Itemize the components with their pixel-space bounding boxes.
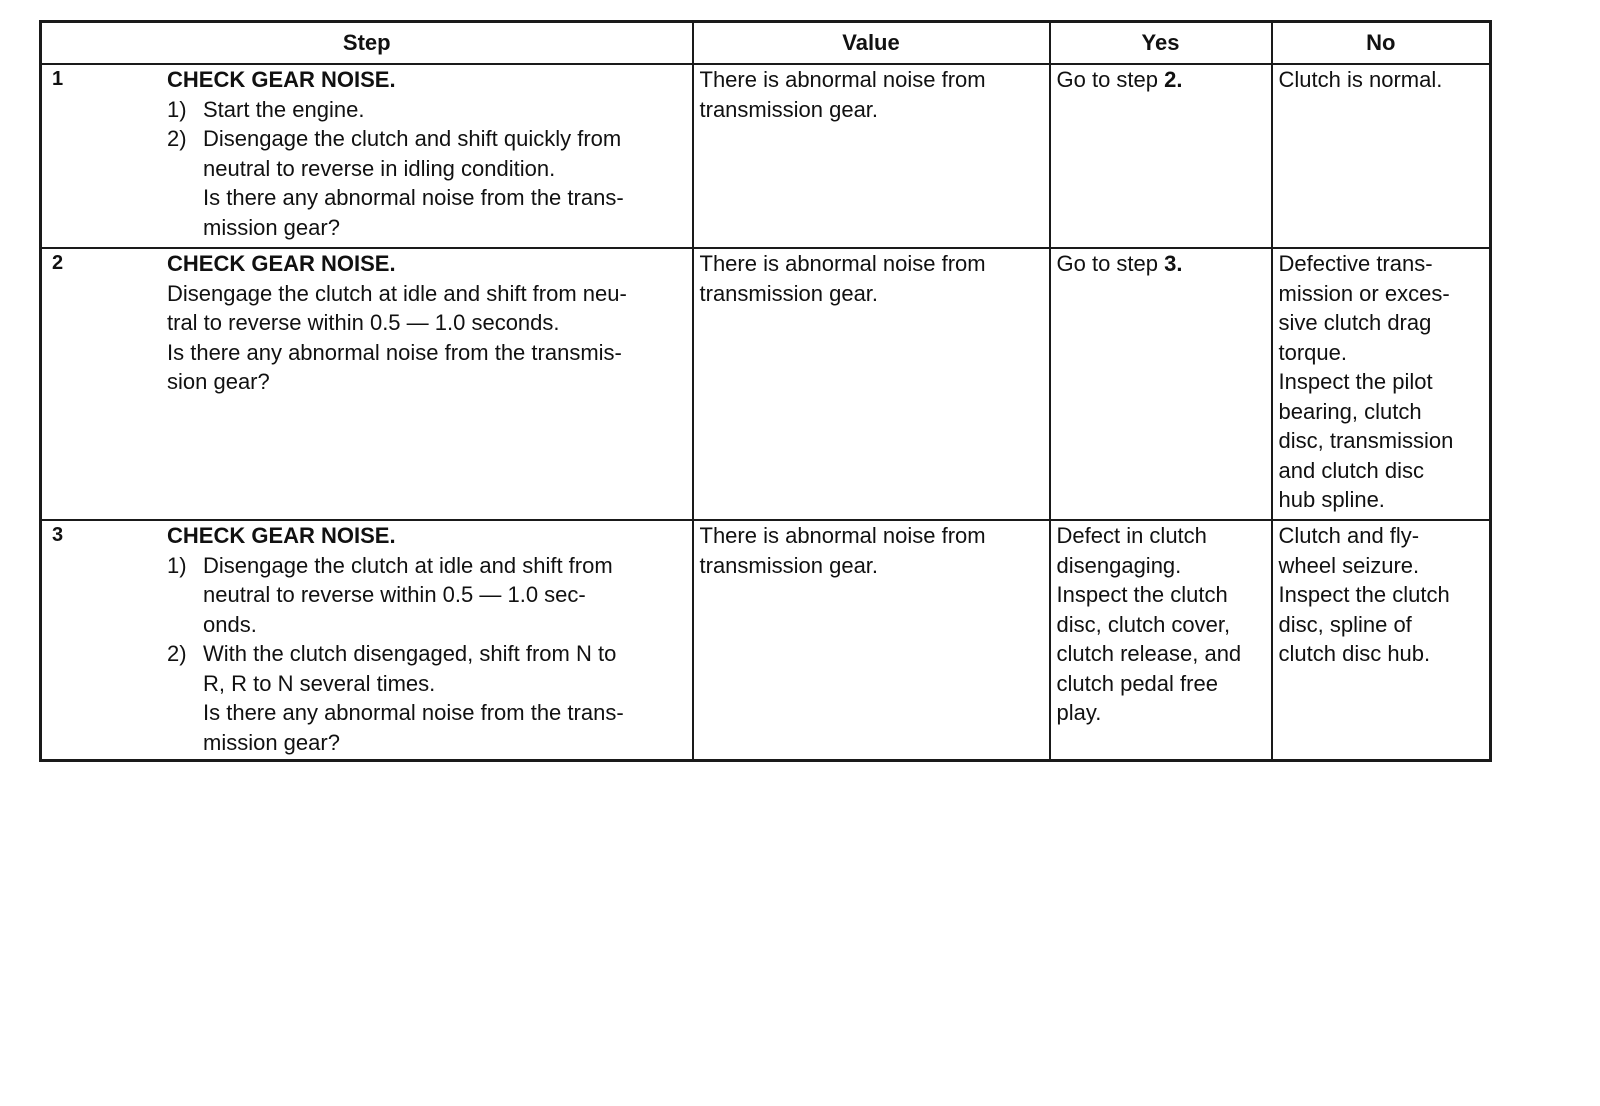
header-value: Value	[693, 22, 1050, 65]
question-text: mission gear?	[203, 214, 340, 240]
substep-number: 1)	[167, 96, 187, 122]
table-row	[41, 520, 1491, 760]
no-cell	[1272, 248, 1491, 520]
value-text: transmission gear.	[699, 280, 879, 306]
substep-number: 1)	[167, 552, 187, 578]
yes-cell	[1050, 248, 1272, 520]
yes-text	[1057, 249, 1267, 279]
step-cell	[41, 248, 693, 520]
value-text: There is abnormal noise from	[699, 523, 986, 548]
no-text: disc, spline of	[1278, 611, 1412, 637]
substep	[167, 639, 688, 698]
value-cell	[693, 520, 1050, 760]
troubleshooting-sheet	[39, 20, 1489, 762]
no-text: Clutch is normal.	[1278, 67, 1443, 92]
question-text: Is there any abnormal noise from the trans-	[203, 185, 624, 210]
table-row	[41, 64, 1491, 248]
question-text: Is there any abnormal noise from the trans-	[203, 700, 624, 725]
step-cell	[41, 64, 693, 248]
substep	[167, 124, 688, 183]
yes-text: clutch pedal free	[1056, 670, 1218, 696]
value-cell	[693, 64, 1050, 248]
no-text: wheel seizure.	[1278, 552, 1420, 578]
table-row	[41, 248, 1491, 520]
value-cell	[693, 248, 1050, 520]
substep-text: With the clutch disengaged, shift from N to	[203, 641, 617, 666]
no-text: torque.	[1278, 339, 1347, 365]
step-number: 1	[52, 68, 64, 90]
no-text: Defective trans-	[1278, 251, 1433, 276]
step-body-text: tral to reverse within 0.5 — 1.0 seconds.	[167, 310, 560, 335]
yes-text: play.	[1056, 700, 1102, 725]
yes-cell	[1050, 64, 1272, 248]
no-text: and clutch disc	[1278, 457, 1425, 483]
step-title: CHECK GEAR NOISE.	[167, 251, 396, 276]
step-number: 2	[52, 252, 64, 274]
yes-step-ref: 3.	[1164, 251, 1183, 276]
question-text: mission gear?	[203, 729, 340, 755]
substep-text: onds.	[203, 611, 257, 637]
step-body-text: sion gear?	[167, 369, 270, 394]
yes-step-ref: 2.	[1164, 67, 1183, 92]
substep-text: neutral to reverse in idling condition.	[203, 155, 556, 181]
value-text: There is abnormal noise from	[699, 251, 986, 276]
no-text: Inspect the pilot	[1278, 369, 1433, 394]
yes-text: Inspect the clutch	[1056, 582, 1228, 607]
no-text: mission or exces-	[1278, 280, 1450, 306]
yes-cell	[1050, 520, 1272, 760]
yes-text: clutch release, and	[1056, 641, 1242, 666]
substep-text: Disengage the clutch at idle and shift from	[203, 552, 613, 578]
header-row	[41, 22, 1491, 65]
no-text: sive clutch drag	[1278, 310, 1432, 335]
yes-text	[1057, 65, 1267, 95]
substep-number: 2)	[167, 641, 187, 666]
value-text: transmission gear.	[699, 96, 879, 122]
substep-text: Start the engine.	[203, 96, 365, 122]
substep-text: R, R to N several times.	[203, 670, 436, 696]
substep	[167, 551, 688, 640]
no-cell	[1272, 520, 1491, 760]
no-text: clutch disc hub.	[1278, 641, 1431, 666]
substep	[167, 95, 688, 125]
yes-text: disc, clutch cover,	[1056, 611, 1231, 637]
value-text: transmission gear.	[699, 552, 879, 578]
yes-text: Defect in clutch	[1056, 523, 1207, 548]
step-title: CHECK GEAR NOISE.	[167, 67, 396, 92]
no-text: hub spline.	[1278, 487, 1385, 512]
step-body-text: Is there any abnormal noise from the transmis-	[167, 339, 622, 365]
substep-text: neutral to reverse within 0.5 — 1.0 sec-	[203, 582, 586, 607]
yes-prefix: Go to step	[1056, 67, 1165, 92]
no-text: Inspect the clutch	[1278, 582, 1450, 607]
no-text: Clutch and fly-	[1278, 523, 1420, 548]
no-cell	[1272, 64, 1491, 248]
step-number: 3	[52, 524, 64, 546]
step-body-text: Disengage the clutch at idle and shift from neu-	[167, 280, 627, 306]
header-step: Step	[41, 22, 693, 65]
yes-text: disengaging.	[1056, 552, 1182, 578]
step-cell	[41, 520, 693, 760]
substep-text: Disengage the clutch and shift quickly from	[203, 126, 622, 151]
no-text: bearing, clutch	[1278, 398, 1422, 424]
yes-prefix: Go to step	[1056, 251, 1165, 276]
header-yes: Yes	[1050, 22, 1272, 65]
header-no: No	[1272, 22, 1491, 65]
substep-number: 2)	[167, 126, 187, 151]
value-text: There is abnormal noise from	[699, 67, 986, 92]
diagnostic-table	[39, 20, 1492, 762]
step-title: CHECK GEAR NOISE.	[167, 523, 396, 548]
no-text: disc, transmission	[1278, 428, 1454, 453]
